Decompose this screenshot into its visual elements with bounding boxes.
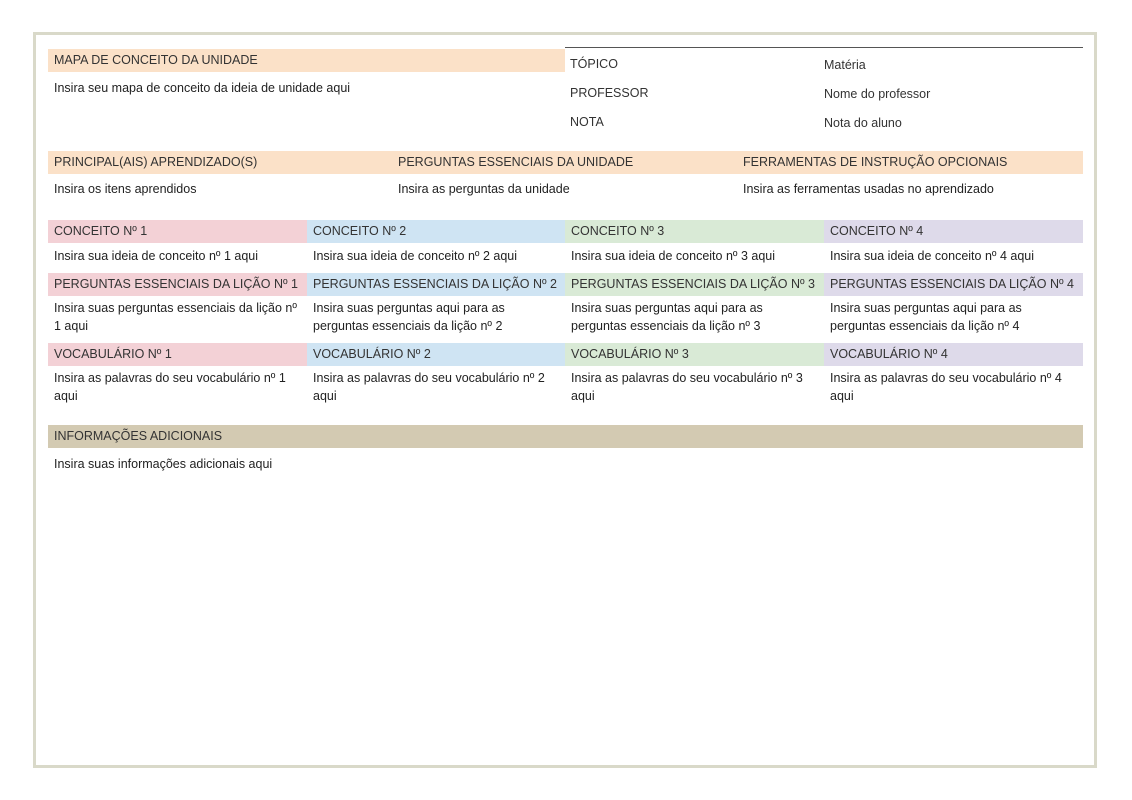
grade-label: NOTA xyxy=(570,115,604,129)
lesson-4-questions-text[interactable]: Insira suas perguntas aqui para as perguntas essenciais da lição nº 4 xyxy=(830,301,1022,333)
vocabulary-1-heading: VOCABULÁRIO Nº 1 xyxy=(48,343,307,366)
teacher-label: PROFESSOR xyxy=(570,86,649,100)
lesson-1-questions-heading: PERGUNTAS ESSENCIAIS DA LIÇÃO Nº 1 xyxy=(48,273,307,296)
meta-divider xyxy=(565,47,1083,48)
topic-label: TÓPICO xyxy=(570,57,618,71)
concept-3-heading: CONCEITO Nº 3 xyxy=(565,220,824,243)
vocabulary-2-heading: VOCABULÁRIO Nº 2 xyxy=(307,343,565,366)
concept-1-text[interactable]: Insira sua ideia de conceito nº 1 aqui xyxy=(54,249,259,263)
vocabulary-3-heading: VOCABULÁRIO Nº 3 xyxy=(565,343,824,366)
additional-info-text[interactable]: Insira suas informações adicionais aqui xyxy=(54,457,273,471)
lesson-2-questions-heading: PERGUNTAS ESSENCIAIS DA LIÇÃO Nº 2 xyxy=(307,273,565,296)
concept-4-heading: CONCEITO Nº 4 xyxy=(824,220,1083,243)
concept-3-text[interactable]: Insira sua ideia de conceito nº 3 aqui xyxy=(571,249,776,263)
topic-value[interactable]: Matéria xyxy=(824,58,866,72)
grade-value[interactable]: Nota do aluno xyxy=(824,116,902,130)
additional-info-heading: INFORMAÇÕES ADICIONAIS xyxy=(48,425,1083,448)
lesson-2-questions-text[interactable]: Insira suas perguntas aqui para as perguntas essenciais da lição nº 2 xyxy=(313,301,505,333)
lesson-1-questions-text[interactable]: Insira suas perguntas essenciais da lição nº 1 aqui xyxy=(54,301,297,333)
concept-2-text[interactable]: Insira sua ideia de conceito nº 2 aqui xyxy=(313,249,518,263)
lesson-3-questions-text[interactable]: Insira suas perguntas aqui para as perguntas essenciais da lição nº 3 xyxy=(571,301,763,333)
concept-1-heading: CONCEITO Nº 1 xyxy=(48,220,307,243)
instruction-tools-heading: FERRAMENTAS DE INSTRUÇÃO OPCIONAIS xyxy=(743,155,1008,169)
vocabulary-4-text[interactable]: Insira as palavras do seu vocabulário nº 4 aqui xyxy=(830,371,1062,403)
unit-questions-heading: PERGUNTAS ESSENCIAIS DA UNIDADE xyxy=(398,155,634,169)
unit-questions-text[interactable]: Insira as perguntas da unidade xyxy=(398,182,570,196)
lesson-4-questions-heading: PERGUNTAS ESSENCIAIS DA LIÇÃO Nº 4 xyxy=(824,273,1083,296)
main-learning-text[interactable]: Insira os itens aprendidos xyxy=(54,182,197,196)
concept-4-text[interactable]: Insira sua ideia de conceito nº 4 aqui xyxy=(830,249,1035,263)
concept-2-heading: CONCEITO Nº 2 xyxy=(307,220,565,243)
teacher-value[interactable]: Nome do professor xyxy=(824,87,931,101)
main-learning-heading: PRINCIPAL(AIS) APRENDIZADO(S) xyxy=(54,155,258,169)
vocabulary-4-heading: VOCABULÁRIO Nº 4 xyxy=(824,343,1083,366)
lesson-3-questions-heading: PERGUNTAS ESSENCIAIS DA LIÇÃO Nº 3 xyxy=(565,273,824,296)
vocabulary-3-text[interactable]: Insira as palavras do seu vocabulário nº 3 aqui xyxy=(571,371,803,403)
instruction-tools-text[interactable]: Insira as ferramentas usadas no aprendizado xyxy=(743,182,994,196)
vocabulary-2-text[interactable]: Insira as palavras do seu vocabulário nº 2 aqui xyxy=(313,371,545,403)
unit-map-text[interactable]: Insira seu mapa de conceito da ideia de unidade aqui xyxy=(54,81,351,95)
unit-map-heading: MAPA DE CONCEITO DA UNIDADE xyxy=(48,49,565,72)
vocabulary-1-text[interactable]: Insira as palavras do seu vocabulário nº 1 aqui xyxy=(54,371,286,403)
